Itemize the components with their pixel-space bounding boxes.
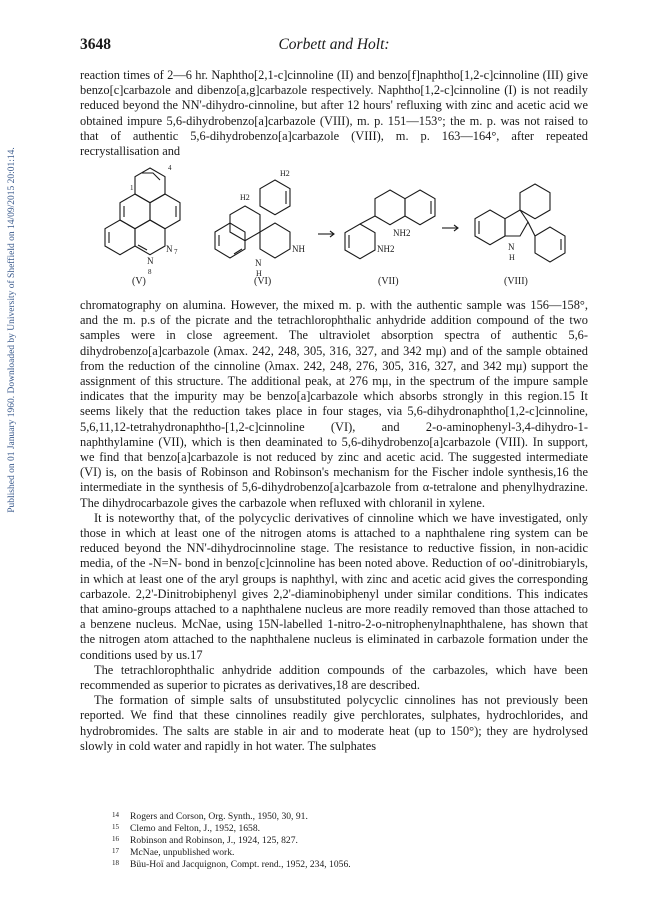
atom-label-1: 1 [130, 184, 134, 192]
footnote [112, 858, 582, 870]
structure-v [105, 168, 180, 255]
atom-label-7: 7 [174, 248, 178, 256]
footnote-text: Rogers and Corson, Org. Synth., 1950, 30, 91. [130, 811, 308, 822]
atom-label-h2-top: H2 [280, 169, 290, 178]
paragraph: The formation of simple salts of unsubstituted polycyclic cinnolines has not previously been reported. We find that these cinnolines readily give perchlorates, sulphates, hydrochlorides, and hydrobromides. The salts are stable in air and to moderate heat (up to 150°); they are hydrolysed slowly in cold water and rapidly in hot water. The sulphates [80, 693, 588, 753]
footnote-mark: 14 [112, 811, 119, 819]
ring-viii-pyrrole [505, 210, 528, 236]
structure-viii [475, 184, 565, 262]
atom-label-n7: N [166, 244, 173, 254]
structure-vi [215, 180, 290, 258]
compound-label-viii: (VIII) [504, 276, 528, 287]
atom-label-8: 8 [148, 268, 152, 276]
body-text [80, 298, 588, 754]
ring-viii-top [520, 184, 550, 219]
download-notice-text: Published on 01 January 1960. Downloaded by University of Sheffield on 14/09/2015 20:01:14. [7, 147, 17, 513]
atom-label-nh: NH [292, 244, 305, 254]
ring-v-top-inner [142, 173, 160, 180]
footnotes [112, 810, 582, 870]
footnote [112, 846, 582, 858]
atom-label-h2-left: H2 [240, 193, 250, 202]
paragraph-text: reaction times of 2—6 hr. Naphtho[2,1-c]cinnoline (II) and benzo[f]naphtho[1,2-c]cinnoline (III) give benzo[c]carbazole and dibenzo[a,g]carbazole respectively. Naphtho[1,2-c]cinnoline (I) is not readily reduced beyond the NN'-dihydro-cinnoline, but after 12 hours' refluxing with zinc and acetic acid we obtained impure 5,6-dihydrobenzo[a]carbazole (VIII), m. p. 151—153°; the m. p. was not raised to that of authentic 5,6-dihydrobenzo[a]carbazole (VIII), m. p. 163—164°, after repeated recrystallisation and [80, 68, 588, 159]
footnote [112, 822, 582, 834]
footnote [112, 810, 582, 822]
ring-v-cinnoline [135, 220, 165, 255]
footnote-text: Robinson and Robinson, J., 1924, 125, 827. [130, 835, 298, 846]
paragraph: The tetrachlorophthalic anhydride addition compounds of the carbazoles, which have been recommended as superior to picrates as derivatives,18 are described. [80, 662, 588, 693]
paragraph: chromatography on alumina. However, the mixed m. p. with the authentic sample was 156—158°, and the m. p.s of the picrate and the tetrachlorophthalic anhydride addition compound of the two samples were in close agreement. The ultraviolet absorption spectra of authentic 5,6-dihydrobenzo[a]carbazole (λmax. 242, 248, 305, 316, 327, and 342 mμ) and of the sample obtained from the reduction of the cinnoline (λmax. 242, 248, 276, 305, 316, 327, and 342 mμ) support the assignment of this structure. The additional peak, at 276 mμ, in the spectrum of the impure sample indicates that the impurity may be benzo[a]carbazole which absorbs strongly in this region.15 It seems likely that the reduction takes place in four stages, via 5,6-dihydronaphtho[1,2-c]cinnoline, 5,6,11,12-tetrahydronaphtho-[1,2-c]cinnoline (VI), and 2-o-aminophenyl-3,4-dihydro-1-naphthylamine (VII), which is then deaminated to 5,6-dihydrobenzo[a]carbazole (VIII). In support, we find that benzo[a]carbazole is not reduced by zinc and acetic acid. The suggested intermediate (VI) is, on the basis of Robinson and Robinson's mechanism for the Fischer indole synthesis,16 the intermediate in the synthesis of 5,6-dihydrobenzo[a]carbazole from α-tetralone and phenylhydrazine. The dihydrocarbazole gives the carbazole when refluxed with chloranil in xylene. [80, 298, 588, 510]
atom-label-h-viii: H [509, 253, 515, 262]
download-notice [0, 90, 24, 570]
atom-label-h: H [256, 269, 262, 278]
footnote-mark: 18 [112, 859, 119, 867]
bond [138, 245, 147, 250]
footnote-text: McNae, unpublished work. [130, 847, 235, 858]
reaction-scheme-diagram [80, 160, 588, 288]
compound-label-v: (V) [132, 276, 146, 287]
bond [360, 216, 375, 224]
paragraph: It is noteworthy that, of the polycyclic derivatives of cinnoline which we have investigated, only those in which at least one of the nitrogen atoms is attached to a naphthalene ring system can be reduced beyond the NN'-dihydrocinnoline stage. The resistance to reductive fission, in non-acidic media, of the -N=N- bond in benzo[c]cinnoline has been noted above. Reduction of oo'-dinitrobiaryls, in which at least one of the aryl groups is naphthyl, with zinc and acetic acid gives the corresponding carbazole. 2,2'-Dinitrobiphenyl gives 2,2'-diaminobiphenyl under similar conditions. This indicates that amino-groups attached to a naphthalene nucleus are more readily removed than those attached to a benzene nucleus. McNae, using 15N-labelled 1-nitro-2-o-nitrophenylnaphthalene, has shown that the nitrogen atom attached to the naphthalene nucleus is eliminated in carbazole formation under the conditions used by us.17 [80, 510, 588, 662]
page-number: 3648 [80, 36, 111, 53]
running-head: Corbett and Holt: [278, 36, 390, 53]
atom-label-n: N [255, 258, 262, 268]
bond [528, 222, 535, 236]
footnote-text: Clemo and Felton, J., 1952, 1658. [130, 823, 261, 834]
atom-label-4: 4 [168, 164, 172, 172]
atom-label-nh2-b: NH2 [377, 244, 395, 254]
page-header [80, 36, 588, 54]
ring-vi-hetero [260, 223, 290, 258]
atom-label-nh2: NH2 [393, 228, 411, 238]
footnote-text: Büu-Hoï and Jacquignon, Compt. rend., 1952, 234, 1056. [130, 859, 351, 870]
atom-label-n8: N [147, 256, 154, 266]
structure-scheme [80, 160, 588, 288]
compound-label-vii: (VII) [378, 276, 399, 287]
footnote-mark: 16 [112, 835, 119, 843]
opening-paragraph [80, 68, 588, 159]
footnote [112, 834, 582, 846]
footnote-mark: 15 [112, 823, 119, 831]
compound-label-vi: (VI) [254, 276, 272, 287]
atom-label-n-viii: N [508, 242, 515, 252]
ring-vii-dihydro [375, 190, 405, 225]
footnote-mark: 17 [112, 847, 119, 855]
